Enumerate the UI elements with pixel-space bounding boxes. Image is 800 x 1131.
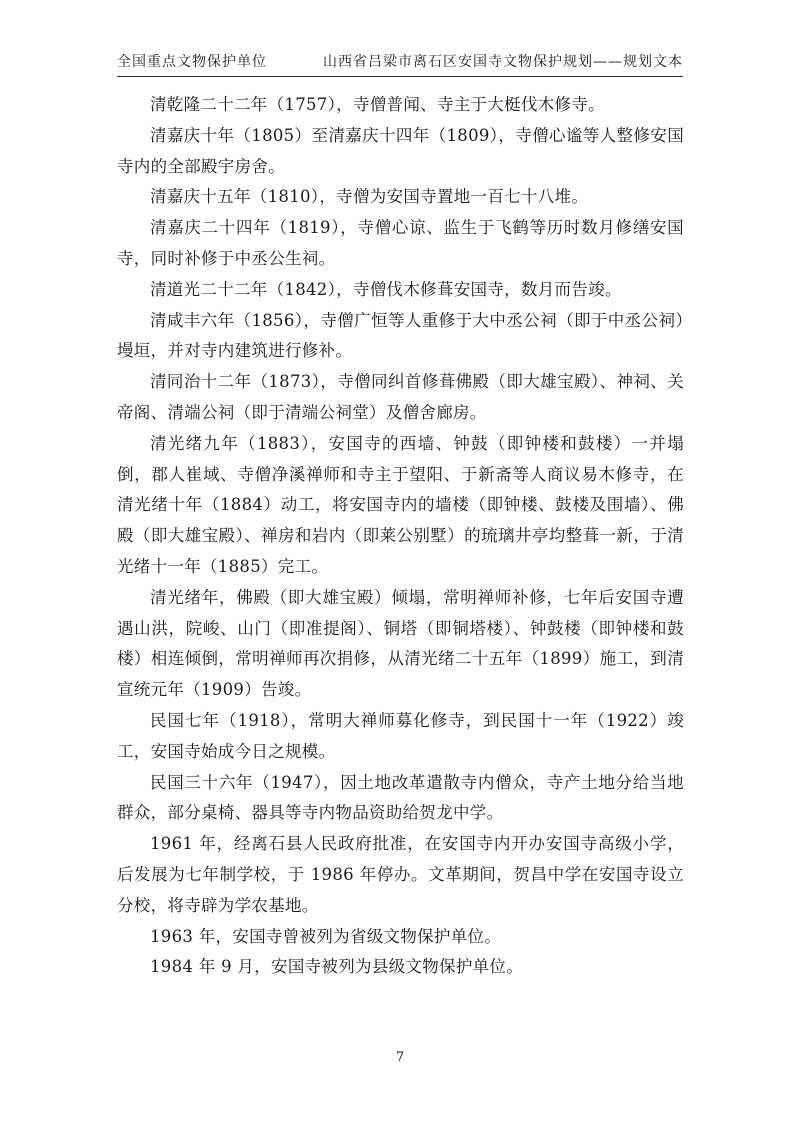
header-left-text: 全国重点文物保护单位 bbox=[117, 54, 267, 70]
paragraph: 清嘉庆十五年（1810），寺僧为安国寺置地一百七十八堆。 bbox=[150, 187, 589, 207]
paragraph: 清咸丰六年（1856），寺僧广恒等人重修于大中丞公祠（即于中丞公祠）墁垣，并对寺内建筑进行修补。 bbox=[117, 310, 684, 361]
paragraph: 清光绪年，佛殿（即大雄宝殿）倾塌，常明禅师补修，七年后安国寺遭遇山洪，院峻、山门（即准提阁）、铜塔（即铜塔楼）、钟鼓楼（即钟楼和鼓楼）相连倾倒，常明禅师再次捐修，从清光绪二十五年（1899）施工，到清宣统元年（1909）告竣。 bbox=[117, 587, 684, 700]
header-right-text: 山西省吕梁市离石区安国寺文物保护规划——规划文本 bbox=[323, 54, 683, 70]
paragraph: 清乾隆二十二年（1757），寺僧普闻、寺主于大梃伐木修寺。 bbox=[150, 95, 605, 114]
paragraph: 清嘉庆二十四年（1819），寺僧心谅、监生于飞鹤等历时数月修缮安国寺，同时补修于中丞公生祠。 bbox=[117, 218, 684, 268]
paragraph: 清光绪九年（1883），安国寺的西墙、钟鼓（即钟楼和鼓楼）一并塌倒，郡人崔域、寺僧净溪禅师和寺主于望阳、于新斋等人商议易木修寺，在清光绪十年（1884）动工，将安国寺内的墙楼（即钟楼、鼓楼及围墙）、佛殿（即大雄宝殿）、禅房和岩内（即莱公别墅）的琉璃井亭均整葺一新，于清光绪十一年（1885）完工。 bbox=[117, 433, 684, 576]
paragraph: 民国三十六年（1947），因土地改革遣散寺内僧众，寺产土地分给当地群众，部分桌椅、器具等寺内物品资助给贺龙中学。 bbox=[117, 772, 684, 823]
paragraph: 清同治十二年（1873），寺僧同纠首修葺佛殿（即大雄宝殿）、神祠、关帝阁、清端公祠（即于清端公祠堂）及僧舍廊房。 bbox=[117, 372, 684, 422]
paragraph: 1963 年，安国寺曾被列为省级文物保护单位。 bbox=[150, 926, 502, 946]
paragraph: 1984 年 9 月，安国寺被列为县级文物保护单位。 bbox=[150, 957, 524, 977]
paragraph: 清道光二十二年（1842），寺僧伐木修葺安国寺，数月而告竣。 bbox=[150, 279, 622, 299]
page-header bbox=[117, 52, 683, 77]
paragraph: 1961 年，经离石县人民政府批准，在安国寺内开办安国寺高级小学，后发展为七年制学校，于 1986 年停办。文革期间，贺昌中学在安国寺设立分校，将寺辟为学农基地。 bbox=[117, 834, 684, 915]
paragraph: 民国七年（1918），常明大禅师募化修寺，到民国十一年（1922）竣工，安国寺始成今日之规模。 bbox=[117, 710, 684, 761]
page-number: 7 bbox=[395, 1050, 405, 1065]
body-text bbox=[117, 90, 684, 983]
paragraph: 清嘉庆十年（1805）至清嘉庆十四年（1809），寺僧心谧等人整修安国寺内的全部殿宇房舍。 bbox=[117, 125, 684, 176]
